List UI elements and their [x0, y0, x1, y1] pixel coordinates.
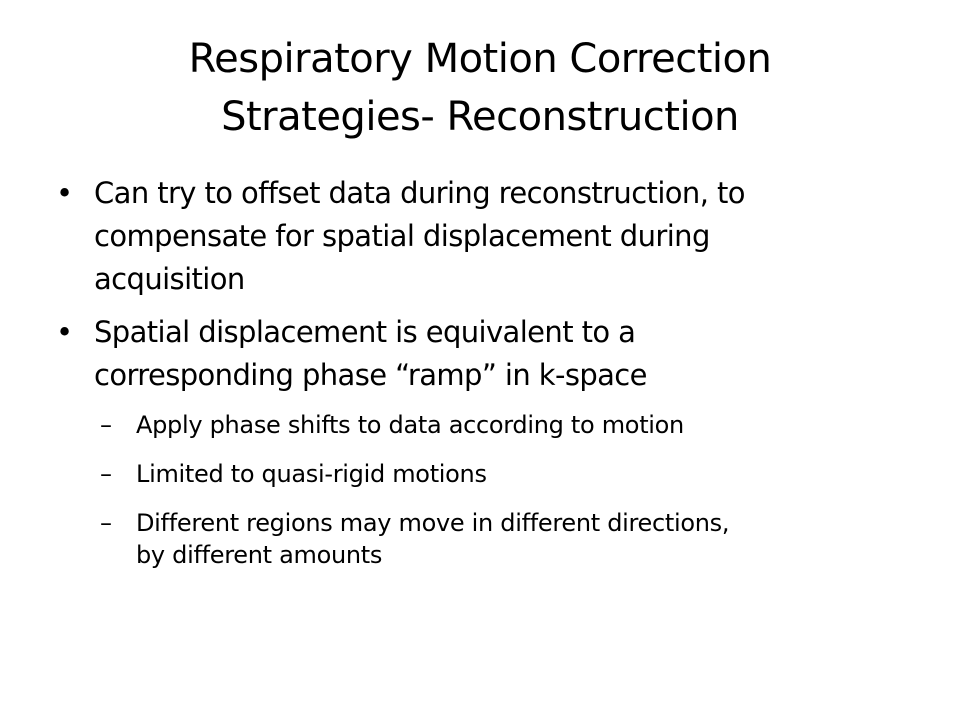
bullet-line: corresponding phase “ramp” in k-space — [94, 358, 647, 392]
sub-bullet-item — [56, 409, 916, 441]
bullet-marker: • — [56, 315, 73, 349]
slide-body — [56, 172, 916, 588]
bullet-line: acquisition — [94, 262, 245, 296]
sub-bullet-text — [136, 507, 916, 571]
bullet-line: Spatial displacement is equivalent to a — [94, 315, 636, 349]
bullet-item — [56, 172, 916, 301]
sub-bullet-line: by different amounts — [136, 541, 383, 569]
bullet-item — [56, 311, 916, 397]
bullet-marker: • — [56, 176, 73, 210]
bullet-line: Can try to offset data during reconstruction, to — [94, 176, 745, 210]
bullet-line: compensate for spatial displacement during — [94, 219, 710, 253]
sub-bullet-line: Limited to quasi-rigid motions — [136, 460, 487, 488]
bullet-text — [94, 172, 916, 301]
slide-title — [60, 30, 900, 146]
sub-bullet-line: Apply phase shifts to data according to motion — [136, 411, 684, 439]
bullet-text — [94, 311, 916, 397]
sub-bullet-text — [136, 409, 916, 441]
sub-bullet-marker: – — [100, 411, 112, 439]
sub-bullet-item — [56, 458, 916, 490]
title-line-2: Strategies- Reconstruction — [221, 94, 739, 140]
title-line-1: Respiratory Motion Correction — [188, 36, 772, 82]
sub-bullet-marker: – — [100, 509, 112, 537]
sub-bullet-marker: – — [100, 460, 112, 488]
sub-bullet-line: Different regions may move in different directions, — [136, 509, 730, 537]
sub-bullet-text — [136, 458, 916, 490]
sub-bullet-item — [56, 507, 916, 571]
